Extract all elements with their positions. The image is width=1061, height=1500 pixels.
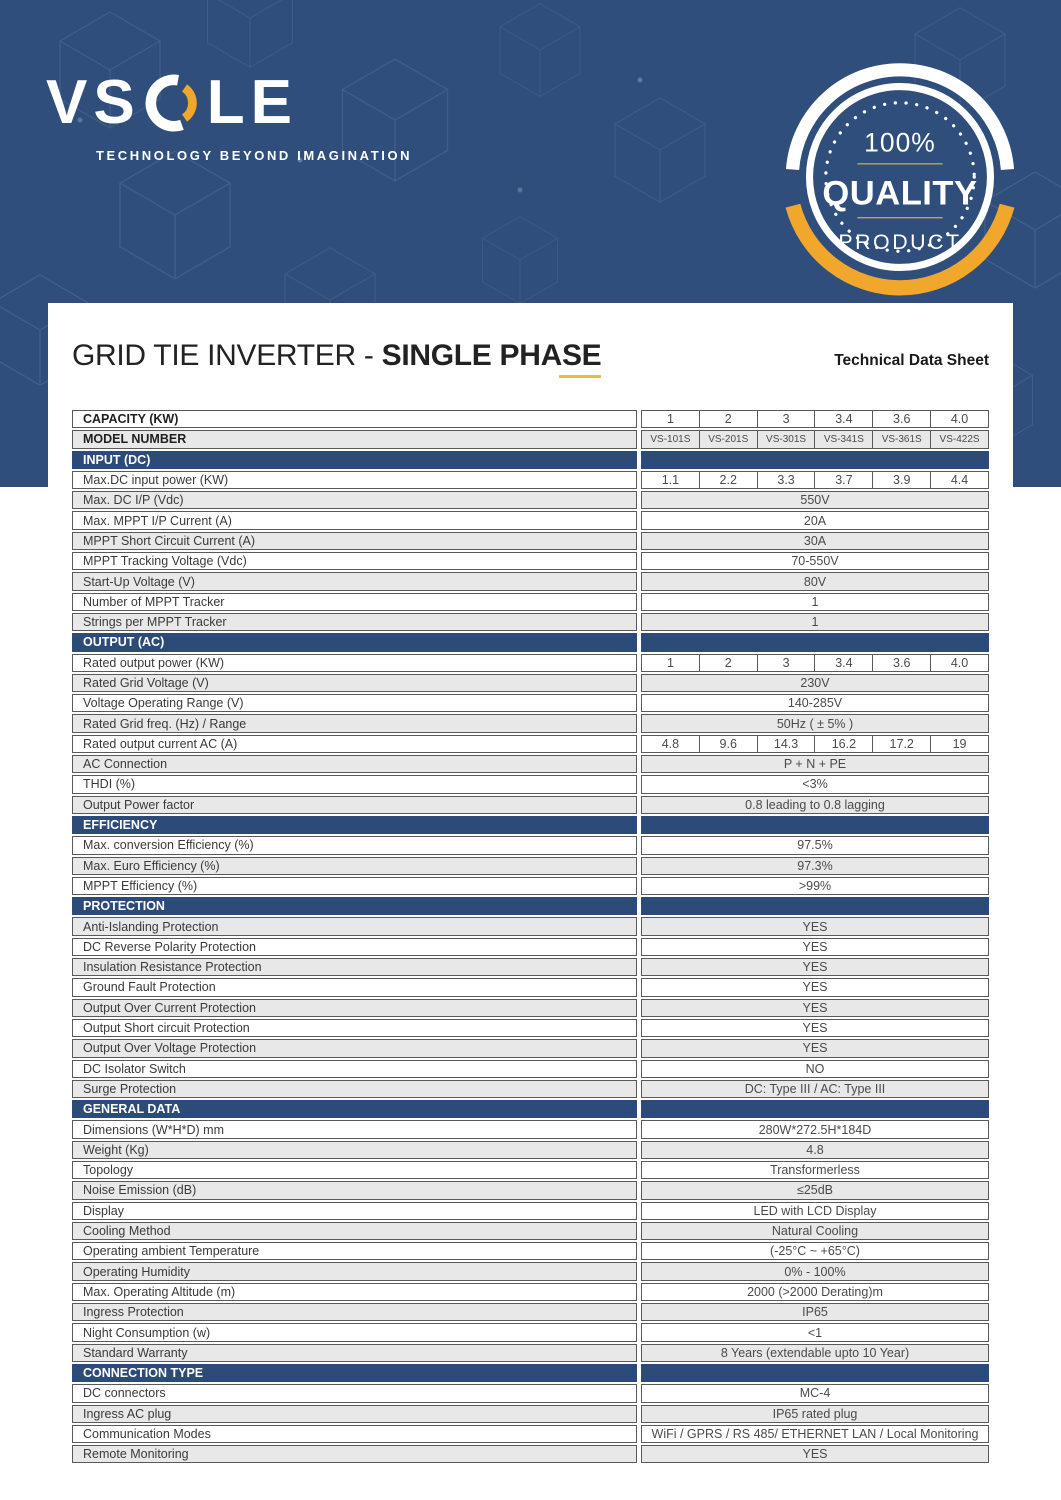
spec-label: Strings per MPPT Tracker	[72, 613, 637, 631]
spec-value: 3.3	[757, 472, 815, 488]
spec-row	[72, 1445, 989, 1463]
spec-value: DC: Type III / AC: Type III	[642, 1081, 988, 1097]
technical-data-sheet-label: Technical Data Sheet	[834, 352, 989, 369]
logo-o-icon	[145, 74, 203, 132]
spec-values	[641, 1120, 989, 1138]
spec-value: 1	[642, 614, 988, 630]
section-title: OUTPUT (AC)	[72, 633, 637, 651]
spec-label: Communication Modes	[72, 1425, 637, 1443]
spec-row	[72, 1202, 989, 1220]
spec-value: 4.8	[642, 736, 699, 752]
spec-row	[72, 1405, 989, 1423]
spec-values	[641, 1141, 989, 1159]
spec-value: 2.2	[699, 472, 757, 488]
spec-row	[72, 1120, 989, 1138]
spec-values	[641, 714, 989, 732]
spec-value: VS-361S	[872, 431, 930, 447]
section-title: INPUT (DC)	[72, 451, 637, 469]
spec-label: Rated Grid freq. (Hz) / Range	[72, 714, 637, 732]
spec-label: Voltage Operating Range (V)	[72, 694, 637, 712]
spec-value: 3	[757, 655, 815, 671]
spec-values	[641, 532, 989, 550]
spec-label: Max. DC I/P (Vdc)	[72, 491, 637, 509]
spec-row	[72, 857, 989, 875]
spec-row	[72, 938, 989, 956]
section-title: CONNECTION TYPE	[72, 1364, 637, 1382]
spec-label: Display	[72, 1202, 637, 1220]
spec-value: 3.7	[814, 472, 872, 488]
brand-logo	[46, 68, 413, 163]
badge-quality: QUALITY	[822, 174, 978, 213]
spec-label: THDI (%)	[72, 775, 637, 793]
badge-product: PRODUCT	[838, 230, 962, 255]
spec-values	[641, 491, 989, 509]
spec-values	[641, 796, 989, 814]
spec-value: 1	[642, 594, 988, 610]
title-regular: GRID TIE INVERTER -	[72, 339, 382, 372]
spec-value: 0.8 leading to 0.8 lagging	[642, 797, 988, 813]
spec-label: Operating ambient Temperature	[72, 1242, 637, 1260]
spec-values	[641, 978, 989, 996]
spec-values	[641, 1425, 989, 1443]
spec-value: 280W*272.5H*184D	[642, 1121, 988, 1137]
spec-label: Insulation Resistance Protection	[72, 958, 637, 976]
spec-row	[72, 836, 989, 854]
spec-label: Max.DC input power (KW)	[72, 471, 637, 489]
spec-values	[641, 755, 989, 773]
spec-row	[72, 775, 989, 793]
spec-value: >99%	[642, 878, 988, 894]
spec-row	[72, 877, 989, 895]
section-filler	[641, 451, 989, 469]
section-title: PROTECTION	[72, 897, 637, 915]
spec-value: (-25°C ~ +65°C)	[642, 1243, 988, 1259]
spec-value: VS-101S	[642, 431, 699, 447]
spec-label: DC Isolator Switch	[72, 1060, 637, 1078]
spec-row	[72, 735, 989, 753]
spec-row	[72, 917, 989, 935]
spec-values	[641, 694, 989, 712]
spec-values	[641, 572, 989, 590]
content-panel	[48, 303, 1013, 1500]
spec-row	[72, 1039, 989, 1057]
spec-value: 97.3%	[642, 858, 988, 874]
spec-label: DC Reverse Polarity Protection	[72, 938, 637, 956]
spec-value: YES	[642, 1000, 988, 1016]
spec-value: 3.6	[872, 411, 930, 427]
spec-value: 2000 (>2000 Derating)m	[642, 1284, 988, 1300]
spec-values	[641, 1303, 989, 1321]
spec-values	[641, 999, 989, 1017]
spec-value: IP65 rated plug	[642, 1406, 988, 1422]
spec-values	[641, 1384, 989, 1402]
spec-value: 3.4	[814, 411, 872, 427]
spec-value: 8 Years (extendable upto 10 Year)	[642, 1345, 988, 1361]
spec-value: 3	[757, 411, 815, 427]
spec-label: Max. Operating Altitude (m)	[72, 1283, 637, 1301]
spec-value: VS-341S	[814, 431, 872, 447]
section-header-row	[72, 1100, 989, 1118]
spec-value: NO	[642, 1061, 988, 1077]
spec-value: 80V	[642, 573, 988, 589]
section-header-row	[72, 633, 989, 651]
spec-label: Max. conversion Efficiency (%)	[72, 836, 637, 854]
spec-value: ≤25dB	[642, 1182, 988, 1198]
spec-label: AC Connection	[72, 755, 637, 773]
title-bold-text: SINGLE PHASE	[381, 339, 602, 372]
spec-values	[641, 613, 989, 631]
spec-row	[72, 511, 989, 529]
spec-label: Rated output power (KW)	[72, 654, 637, 672]
spec-values	[641, 735, 989, 753]
spec-row	[72, 958, 989, 976]
spec-value: 20A	[642, 512, 988, 528]
section-filler	[641, 633, 989, 651]
spec-row	[72, 1283, 989, 1301]
spec-value: 19	[930, 736, 988, 752]
spec-values	[641, 1242, 989, 1260]
spec-row	[72, 1080, 989, 1098]
quality-badge-icon	[778, 55, 1022, 299]
spec-value: VS-301S	[757, 431, 815, 447]
spec-label: Standard Warranty	[72, 1344, 637, 1362]
spec-row	[72, 1262, 989, 1280]
spec-label: Output Over Voltage Protection	[72, 1039, 637, 1057]
spec-value: 2	[699, 655, 757, 671]
spec-value: 1	[642, 655, 699, 671]
spec-row	[72, 1384, 989, 1402]
spec-label: Anti-Islanding Protection	[72, 917, 637, 935]
spec-value: VS-422S	[930, 431, 988, 447]
logo-text-pre: VS	[46, 68, 141, 137]
spec-value: 16.2	[814, 736, 872, 752]
logo-text-post: LE	[206, 68, 298, 137]
spec-row	[72, 714, 989, 732]
spec-value: Natural Cooling	[642, 1223, 988, 1239]
spec-values	[641, 1039, 989, 1057]
spec-values	[641, 1222, 989, 1240]
spec-value: WiFi / GPRS / RS 485/ ETHERNET LAN / Local Monitoring	[642, 1426, 988, 1442]
spec-row	[72, 532, 989, 550]
section-title: EFFICIENCY	[72, 816, 637, 834]
title-underline-accent	[559, 375, 601, 378]
spec-values	[641, 593, 989, 611]
spec-row	[72, 674, 989, 692]
spec-value: 14.3	[757, 736, 815, 752]
section-filler	[641, 816, 989, 834]
spec-values	[641, 1344, 989, 1362]
section-header-row	[72, 1364, 989, 1382]
spec-row	[72, 654, 989, 672]
spec-row	[72, 1222, 989, 1240]
spec-value: 4.0	[930, 655, 988, 671]
spec-row	[72, 410, 989, 428]
spec-value: <1	[642, 1324, 988, 1340]
spec-values	[641, 1445, 989, 1463]
spec-row	[72, 572, 989, 590]
spec-row	[72, 755, 989, 773]
spec-value: <3%	[642, 776, 988, 792]
spec-label: Rated output current AC (A)	[72, 735, 637, 753]
spec-value: 30A	[642, 533, 988, 549]
spec-table	[72, 410, 989, 1465]
spec-row	[72, 1141, 989, 1159]
section-filler	[641, 897, 989, 915]
spec-label: Operating Humidity	[72, 1262, 637, 1280]
spec-label: Max. Euro Efficiency (%)	[72, 857, 637, 875]
spec-values	[641, 958, 989, 976]
spec-values	[641, 938, 989, 956]
spec-value: VS-201S	[699, 431, 757, 447]
spec-row	[72, 796, 989, 814]
section-header-row	[72, 816, 989, 834]
spec-label: Output Short circuit Protection	[72, 1019, 637, 1037]
spec-value: IP65	[642, 1304, 988, 1320]
title-bold	[382, 339, 602, 373]
spec-label: Ingress AC plug	[72, 1405, 637, 1423]
spec-values	[641, 1202, 989, 1220]
section-header-row	[72, 451, 989, 469]
spec-value: YES	[642, 979, 988, 995]
spec-label: MPPT Short Circuit Current (A)	[72, 532, 637, 550]
spec-label: CAPACITY (KW)	[72, 410, 637, 428]
spec-value: 17.2	[872, 736, 930, 752]
spec-values	[641, 654, 989, 672]
spec-row	[72, 999, 989, 1017]
spec-value: YES	[642, 1020, 988, 1036]
section-filler	[641, 1364, 989, 1382]
spec-row	[72, 430, 989, 448]
spec-values	[641, 1323, 989, 1341]
spec-value: 0% - 100%	[642, 1263, 988, 1279]
spec-row	[72, 1323, 989, 1341]
spec-value: 4.8	[642, 1142, 988, 1158]
spec-value: 230V	[642, 675, 988, 691]
spec-label: Noise Emission (dB)	[72, 1181, 637, 1199]
spec-value: 4.0	[930, 411, 988, 427]
spec-value: 1.1	[642, 472, 699, 488]
spec-row	[72, 1019, 989, 1037]
spec-row	[72, 491, 989, 509]
brand-tagline: TECHNOLOGY BEYOND IMAGINATION	[96, 148, 413, 163]
section-filler	[641, 1100, 989, 1118]
spec-value: YES	[642, 939, 988, 955]
section-title: GENERAL DATA	[72, 1100, 637, 1118]
spec-row	[72, 613, 989, 631]
spec-value: YES	[642, 1446, 988, 1462]
spec-value: 140-285V	[642, 695, 988, 711]
spec-value: Transformerless	[642, 1162, 988, 1178]
spec-values	[641, 1262, 989, 1280]
spec-values	[641, 552, 989, 570]
spec-values	[641, 1080, 989, 1098]
spec-row	[72, 552, 989, 570]
spec-label: Weight (Kg)	[72, 1141, 637, 1159]
spec-values	[641, 511, 989, 529]
spec-value: YES	[642, 959, 988, 975]
spec-values	[641, 775, 989, 793]
spec-values	[641, 1019, 989, 1037]
spec-label: Output Over Current Protection	[72, 999, 637, 1017]
logo-wordmark	[46, 68, 412, 137]
spec-label: Rated Grid Voltage (V)	[72, 674, 637, 692]
spec-row	[72, 1060, 989, 1078]
spec-label: Output Power factor	[72, 796, 637, 814]
spec-values	[641, 836, 989, 854]
spec-value: 3.6	[872, 655, 930, 671]
spec-values	[641, 430, 989, 448]
spec-label: MPPT Tracking Voltage (Vdc)	[72, 552, 637, 570]
spec-label: Ground Fault Protection	[72, 978, 637, 996]
spec-label: Surge Protection	[72, 1080, 637, 1098]
spec-label: Start-Up Voltage (V)	[72, 572, 637, 590]
spec-values	[641, 471, 989, 489]
badge-percent: 100%	[864, 127, 936, 158]
spec-label: MPPT Efficiency (%)	[72, 877, 637, 895]
section-header-row	[72, 897, 989, 915]
spec-row	[72, 1303, 989, 1321]
spec-label: MODEL NUMBER	[72, 430, 637, 448]
spec-values	[641, 410, 989, 428]
spec-label: Ingress Protection	[72, 1303, 637, 1321]
spec-row	[72, 694, 989, 712]
spec-values	[641, 674, 989, 692]
spec-row	[72, 1344, 989, 1362]
spec-row	[72, 1242, 989, 1260]
spec-value: 97.5%	[642, 837, 988, 853]
spec-value: P + N + PE	[642, 756, 988, 772]
spec-label: Number of MPPT Tracker	[72, 593, 637, 611]
spec-row	[72, 1181, 989, 1199]
spec-value: YES	[642, 918, 988, 934]
spec-row	[72, 1161, 989, 1179]
spec-label: Dimensions (W*H*D) mm	[72, 1120, 637, 1138]
spec-label: DC connectors	[72, 1384, 637, 1402]
spec-value: 9.6	[699, 736, 757, 752]
title-row	[72, 339, 989, 373]
spec-values	[641, 1283, 989, 1301]
spec-value: YES	[642, 1040, 988, 1056]
spec-value: MC-4	[642, 1385, 988, 1401]
spec-value: 3.9	[872, 472, 930, 488]
spec-values	[641, 1181, 989, 1199]
spec-values	[641, 1161, 989, 1179]
spec-value: 4.4	[930, 472, 988, 488]
spec-row	[72, 471, 989, 489]
spec-value: 50Hz ( ± 5% )	[642, 715, 988, 731]
spec-values	[641, 877, 989, 895]
spec-value: 1	[642, 411, 699, 427]
spec-label: Night Consumption (w)	[72, 1323, 637, 1341]
spec-values	[641, 917, 989, 935]
spec-values	[641, 1405, 989, 1423]
spec-value: 550V	[642, 492, 988, 508]
spec-label: Cooling Method	[72, 1222, 637, 1240]
spec-value: 70-550V	[642, 553, 988, 569]
spec-value: 2	[699, 411, 757, 427]
spec-row	[72, 1425, 989, 1443]
spec-values	[641, 1060, 989, 1078]
spec-value: LED with LCD Display	[642, 1203, 988, 1219]
page-title	[72, 339, 601, 373]
spec-label: Remote Monitoring	[72, 1445, 637, 1463]
spec-value: 3.4	[814, 655, 872, 671]
spec-row	[72, 593, 989, 611]
spec-values	[641, 857, 989, 875]
spec-label: Max. MPPT I/P Current (A)	[72, 511, 637, 529]
spec-label: Topology	[72, 1161, 637, 1179]
spec-row	[72, 978, 989, 996]
